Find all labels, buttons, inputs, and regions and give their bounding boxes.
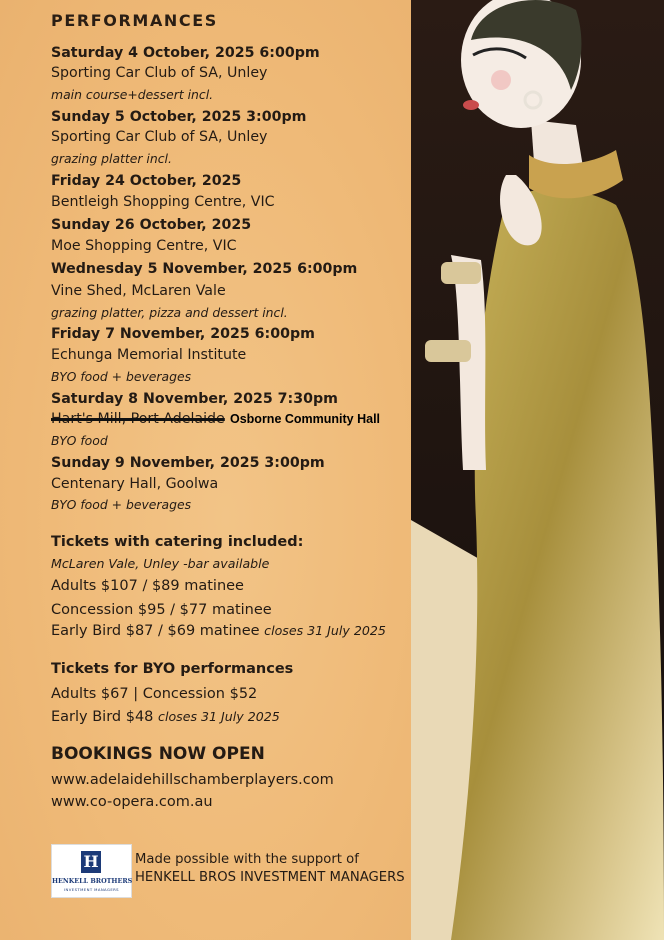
byo-tickets-heading: Tickets for BYO performances (51, 661, 294, 677)
sponsor-logo-sub: INVESTMENT MANAGERS (64, 887, 119, 892)
sponsor-line-2: HENKELL BROS INVESTMENT MANAGERS (135, 870, 405, 885)
byo-adults-concession: Adults $67 | Concession $52 (51, 686, 258, 702)
sponsor-line-1: Made possible with the support of (135, 852, 359, 867)
price-adults: Adults $107 / $89 matinee (51, 578, 244, 594)
byo-early-bird-note: closes 31 July 2025 (158, 709, 280, 724)
performance-note: main course+dessert incl. (51, 87, 214, 102)
performance-note: BYO food (51, 433, 108, 448)
price-early-bird-label: Early Bird $87 / $69 matinee (51, 623, 260, 639)
art-deco-woman-illustration (411, 0, 664, 940)
catering-tickets-subtitle: McLaren Vale, Unley -bar available (51, 556, 270, 571)
performance-venue: Sporting Car Club of SA, Unley (51, 65, 268, 81)
illustration-panel (411, 0, 664, 940)
performance-date: Sunday 9 November, 2025 3:00pm (51, 455, 325, 471)
performance-venue: Echunga Memorial Institute (51, 347, 247, 363)
sponsor-logo-mark: H (81, 851, 101, 873)
performance-venue: Vine Shed, McLaren Vale (51, 283, 226, 299)
byo-early-bird-label: Early Bird $48 (51, 709, 154, 725)
performance-venue-struck: Hart's Mill, Port Adelaide (51, 411, 225, 427)
performance-date: Wednesday 5 November, 2025 6:00pm (51, 261, 358, 277)
booking-url-2[interactable]: www.co-opera.com.au (51, 794, 213, 810)
performance-venue: Moe Shopping Centre, VIC (51, 238, 237, 254)
bookings-heading: BOOKINGS NOW OPEN (51, 744, 265, 764)
replacement-venue: Osborne Community Hall (230, 412, 381, 426)
performance-note: BYO food + beverages (51, 369, 192, 384)
performance-note: grazing platter, pizza and dessert incl. (51, 305, 288, 320)
sponsor-logo (51, 844, 132, 898)
booking-url-1[interactable]: www.adelaidehillschamberplayers.com (51, 772, 334, 788)
performances-heading: PERFORMANCES (51, 11, 218, 30)
byo-early-bird (51, 709, 280, 725)
performance-venue: Sporting Car Club of SA, Unley (51, 129, 268, 145)
performance-venue: Bentleigh Shopping Centre, VIC (51, 194, 275, 210)
performance-date: Saturday 8 November, 2025 7:30pm (51, 391, 338, 407)
performance-date: Sunday 5 October, 2025 3:00pm (51, 109, 307, 125)
performance-note: BYO food + beverages (51, 497, 192, 512)
performance-date: Friday 24 October, 2025 (51, 173, 242, 189)
price-concession: Concession $95 / $77 matinee (51, 602, 272, 618)
performance-date: Friday 7 November, 2025 6:00pm (51, 326, 315, 342)
price-early-bird (51, 623, 386, 639)
performance-venue: Centenary Hall, Goolwa (51, 476, 219, 492)
performance-note: grazing platter incl. (51, 151, 172, 166)
performance-date: Saturday 4 October, 2025 6:00pm (51, 45, 320, 61)
performance-date: Sunday 26 October, 2025 (51, 217, 252, 233)
sponsor-logo-name: HENKELL BROTHERS (52, 877, 133, 885)
price-early-bird-note: closes 31 July 2025 (264, 623, 386, 638)
catering-tickets-heading: Tickets with catering included: (51, 534, 304, 550)
